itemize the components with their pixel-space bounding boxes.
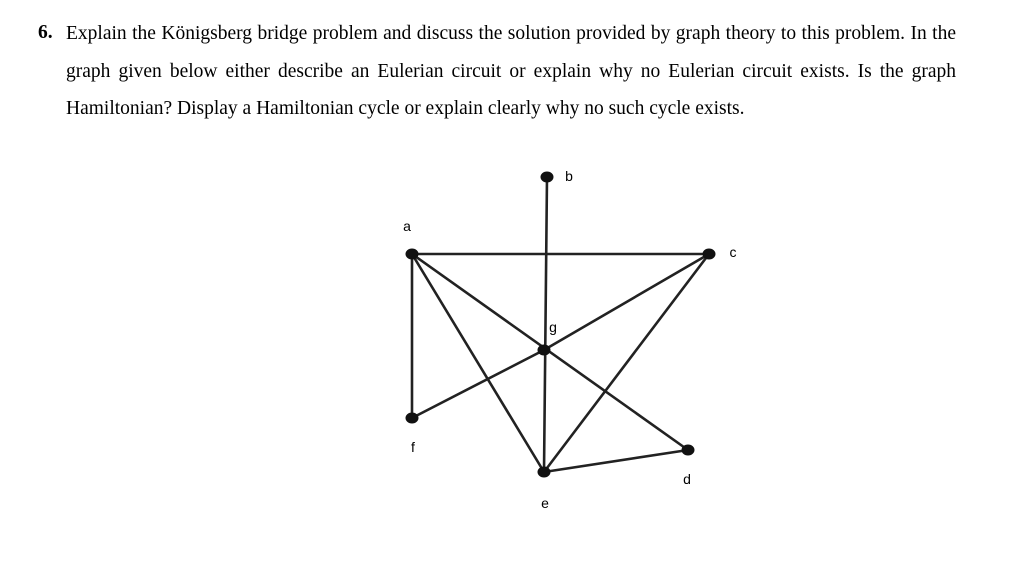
edge-e-d bbox=[544, 450, 688, 472]
vertex-label-b: b bbox=[565, 168, 573, 184]
edge-f-g bbox=[412, 350, 544, 418]
edge-b-e bbox=[544, 177, 547, 472]
vertex-label-d: d bbox=[683, 471, 691, 487]
edge-a-e bbox=[412, 254, 544, 472]
vertex-b bbox=[541, 172, 554, 183]
graph-labels bbox=[403, 168, 736, 511]
vertex-f bbox=[406, 413, 419, 424]
question-line-4: cycle exists. bbox=[649, 98, 745, 119]
vertex-d bbox=[682, 445, 695, 456]
vertex-a bbox=[406, 249, 419, 260]
vertex-e bbox=[538, 467, 551, 478]
vertex-label-c: c bbox=[729, 244, 737, 260]
edge-c-e bbox=[544, 254, 709, 472]
edge-c-g bbox=[544, 254, 709, 350]
question-line-2: problem. In the graph given below either describe an Eulerian circuit or explain why no Eulerian bbox=[66, 23, 956, 82]
question-line-3: circuit exists. Is the graph Hamiltonian? Display a Hamiltonian cycle or explain clearly why no such bbox=[66, 60, 957, 119]
graph-vertices bbox=[406, 172, 716, 478]
vertex-label-f: f bbox=[411, 439, 415, 455]
vertex-label-a: a bbox=[403, 218, 411, 234]
graph-edges bbox=[412, 177, 709, 472]
vertex-label-e: e bbox=[541, 495, 549, 511]
vertex-label-g: g bbox=[549, 319, 557, 335]
vertex-c bbox=[703, 249, 716, 260]
question-line-1: Explain the Königsberg bridge problem and discuss the solution provided by graph theory to this bbox=[66, 23, 830, 44]
question-number: 6. bbox=[38, 22, 53, 43]
vertex-g bbox=[538, 345, 551, 356]
